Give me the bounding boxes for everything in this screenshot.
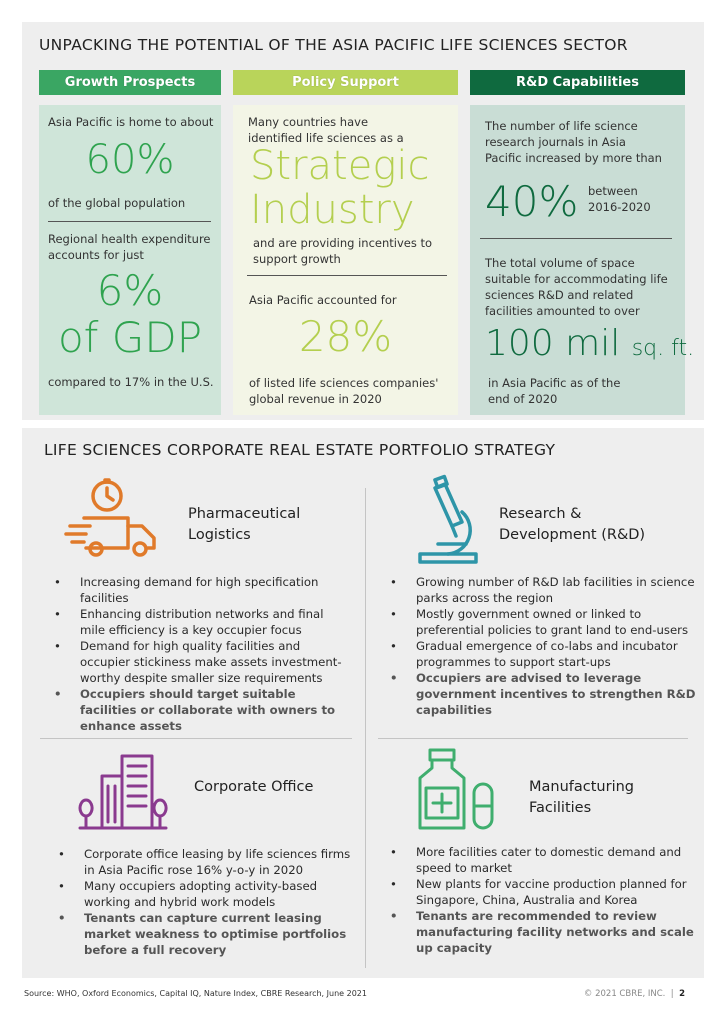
vertical-divider xyxy=(365,488,366,968)
pharma-title: Pharmaceutical Logistics xyxy=(188,506,301,543)
industry-text: Industry xyxy=(250,187,415,233)
list-item: • Mostly government owned or linked to preferential policies to grant land to end-users xyxy=(388,606,700,638)
policy-intro: Many countries have identified life sciences as a xyxy=(248,115,404,145)
list-item: • Many occupiers adopting activity-based working and hybrid work models xyxy=(56,878,356,910)
delivery-truck-clock-icon xyxy=(62,478,162,560)
horizontal-divider-right xyxy=(378,738,688,739)
growth-prospects-header: Growth Prospects xyxy=(39,70,221,95)
office-bullets xyxy=(56,846,356,958)
divider xyxy=(48,221,211,222)
footer-separator: | xyxy=(670,989,674,999)
stat-100-mil-value: 100 mil xyxy=(485,323,621,364)
policy-support-header: Policy Support xyxy=(233,70,458,95)
page-number: 2 xyxy=(679,989,685,999)
stat-28-percent: 28% xyxy=(298,312,393,361)
strategic-text: Strategic xyxy=(250,143,430,189)
rnd-text2: The total volume of space suitable for accommodating life sciences R&D and related facilities amounted to over xyxy=(485,256,668,318)
stat-40-percent: 40% xyxy=(485,177,579,226)
office-building-icon xyxy=(78,752,168,834)
source-note: Source: WHO, Oxford Economics, Capital IQ, Nature Index, CBRE Research, June 2021 xyxy=(24,989,367,998)
list-item: • Increasing demand for high specification facilities xyxy=(52,574,352,606)
stat-100-mil xyxy=(485,323,694,364)
list-item: • New plants for vaccine production planned for Singapore, China, Australia and Korea xyxy=(388,876,700,908)
list-item: • Occupiers should target suitable facilities or collaborate with owners to enhance assets xyxy=(52,686,352,734)
rnd-intro: The number of life science research journals in Asia Pacific increased by more than xyxy=(485,119,662,165)
stat-6-percent: 6% xyxy=(96,266,164,315)
pharma-bullets xyxy=(52,574,352,734)
medicine-bottle-capsule-icon xyxy=(416,748,506,832)
growth-intro: Asia Pacific is home to about xyxy=(48,115,214,129)
manufacturing-title: Manufacturing Facilities xyxy=(529,779,634,816)
list-item: • Gradual emergence of co-labs and incubator programmes to support start-ups xyxy=(388,638,700,670)
list-item: • Growing number of R&D lab facilities in science parks across the region xyxy=(388,574,700,606)
stat-of-gdp: of GDP xyxy=(57,313,203,362)
rnd-capabilities-header: R&D Capabilities xyxy=(470,70,685,95)
policy-caption: and are providing incentives to support growth xyxy=(253,236,433,266)
stat-60-percent: 60% xyxy=(85,137,175,183)
policy-text2: Asia Pacific accounted for xyxy=(249,293,397,307)
research-bullets xyxy=(388,574,700,718)
growth-column xyxy=(39,105,221,415)
rnd-stat2-caption: in Asia Pacific as of the end of 2020 xyxy=(488,376,621,406)
list-item: • Tenants can capture current leasing market weakness to optimise portfolios before a full recovery xyxy=(56,910,356,958)
stat-unit: sq. ft. xyxy=(631,336,695,361)
rnd-stat1-side: between 2016-2020 xyxy=(588,184,651,214)
section-title: LIFE SCIENCES CORPORATE REAL ESTATE PORTFOLIO STRATEGY xyxy=(44,441,556,459)
list-item: • Occupiers are advised to leverage government incentives to strengthen R&D capabilities xyxy=(388,670,700,718)
list-item: • Demand for high quality facilities and occupier stickiness make assets investment-worthy despite smaller size requirements xyxy=(52,638,352,686)
divider xyxy=(247,275,447,276)
growth-text2: Regional health expenditure accounts for just xyxy=(48,232,211,262)
list-item: • Enhancing distribution networks and final mile efficiency is a key occupier focus xyxy=(52,606,352,638)
page-title: UNPACKING THE POTENTIAL OF THE ASIA PACIFIC LIFE SCIENCES SECTOR xyxy=(39,36,628,54)
policy-stat2-caption: of listed life sciences companies' global revenue in 2020 xyxy=(249,376,439,406)
copyright: © 2021 CBRE, INC. xyxy=(583,989,666,999)
growth-stat2-caption: compared to 17% in the U.S. xyxy=(48,375,214,389)
list-item: • More facilities cater to domestic demand and speed to market xyxy=(388,844,700,876)
footer-right xyxy=(584,989,685,999)
growth-stat1-caption: of the global population xyxy=(48,196,186,210)
microscope-icon xyxy=(408,474,488,566)
manufacturing-bullets xyxy=(388,844,700,956)
divider xyxy=(480,238,672,239)
office-title: Corporate Office xyxy=(194,779,314,795)
list-item: • Corporate office leasing by life sciences firms in Asia Pacific rose 16% y-o-y in 2020 xyxy=(56,846,356,878)
research-title: Research & Development (R&D) xyxy=(499,506,646,543)
horizontal-divider-left xyxy=(40,738,352,739)
list-item: • Tenants are recommended to review manufacturing facility networks and scale up capacity xyxy=(388,908,700,956)
policy-column xyxy=(233,105,458,415)
rnd-column xyxy=(470,105,695,415)
